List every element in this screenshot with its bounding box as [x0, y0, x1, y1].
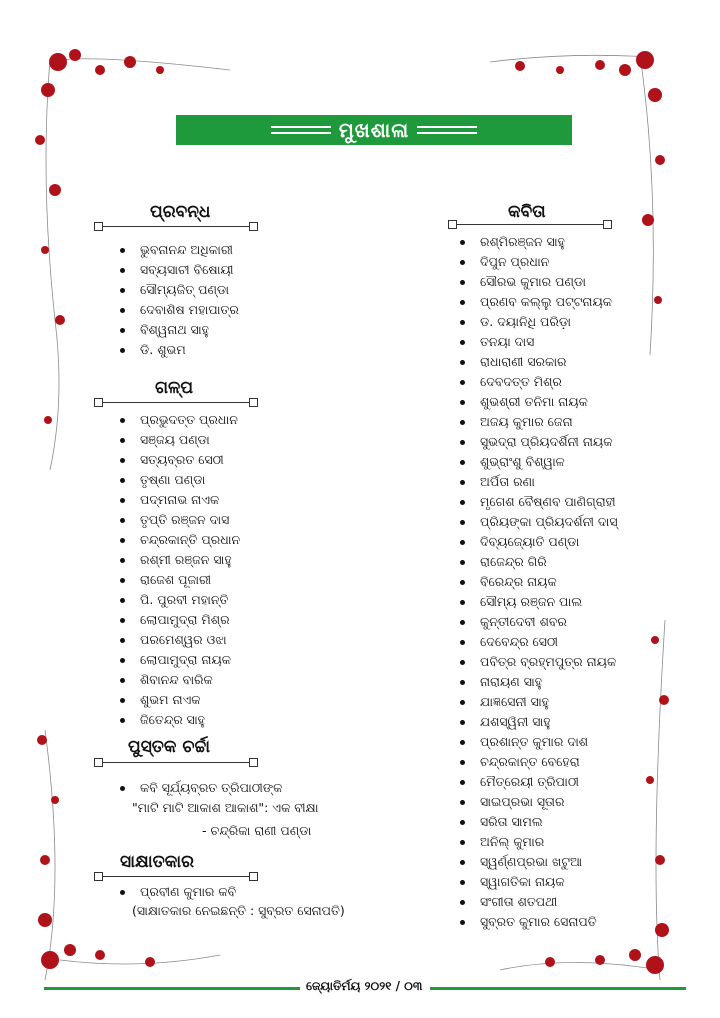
list-item: ସୌରଭ କୁମାର ପଣ୍ଡା — [458, 272, 618, 292]
section-heading-pustaka: ପୁସ୍ତକ ଚର୍ଚ୍ଚା — [128, 737, 211, 757]
list-item: ବିଶ୍ୱନାଥ ସାହୁ — [118, 320, 239, 340]
list-item: ସଂଗୀତା ଶତପଥୀ — [458, 892, 618, 912]
list-item: ରାଜେଶ ପୂଜାରୀ — [118, 570, 240, 590]
list-item: ଭୁବନାନନ୍ଦ ଅଧିକାରୀ — [118, 240, 239, 260]
section-heading-prabandha: ପ୍ରବନ୍ଧ — [150, 202, 211, 222]
footer-divider-left — [44, 987, 300, 990]
list-item: ଦିବ୍ୟଜ୍ୟୋତି ପଣ୍ଡା — [458, 532, 618, 552]
list-item: ପ୍ରଣବ କଲ୍ଲୁ ପଟ୍ଟନାୟକ — [458, 292, 618, 312]
list-item: ଲୋପାମୁଦ୍ରା ମିଶ୍ର — [118, 610, 240, 630]
list-item: ପ୍ରଶାନ୍ତ କୁମାର ଦାଶ — [458, 732, 618, 752]
book-review-title: "ମାଟି ମାଟି ଆକାଶ ଆକାଶ": ଏକ ବୀକ୍ଷା — [132, 800, 319, 815]
list-item: ଯାଜ୍ଞସେନୀ ସାହୁ — [458, 692, 618, 712]
list-item: ପଦ୍ମନାଭ ନାଏକ — [118, 490, 240, 510]
list-item: ଜିତେନ୍ଦ୍ର ସାହୁ — [118, 710, 240, 730]
list-item: ପବିତ୍ର ବ୍ରହ୍ମପୁତ୍ର ନାୟକ — [458, 652, 618, 672]
list-item: କବି ସୂର୍ଯ୍ୟବ୍ରତ ତ୍ରିପାଠୀଙ୍କ — [118, 778, 282, 798]
list-item: ପ୍ରବୀଣ କୁମାର କବି — [118, 882, 236, 902]
list-item: ରଶ୍ମିରଞ୍ଜନ ସାହୁ — [458, 232, 618, 252]
pustaka-list — [118, 778, 282, 798]
list-item: ତୃଷ୍ଣା ପଣ୍ଡା — [118, 470, 240, 490]
list-item: ଡି. ଶୁଭମ — [118, 340, 239, 360]
kabita-list — [458, 232, 618, 932]
list-item: ଦେବାଶିଷ ମହାପାତ୍ର — [118, 300, 239, 320]
list-item: ପି. ପୁରବୀ ମହାନ୍ତି — [118, 590, 240, 610]
page-title-banner — [176, 115, 572, 145]
list-item: ଦେବଦତ୍ତ ମିଶ୍ର — [458, 372, 618, 392]
list-item: ଦେବେନ୍ଦ୍ର ସେଠୀ — [458, 632, 618, 652]
list-item: ସବ୍ୟସାଚୀ ବିଷୋୟୀ — [118, 260, 239, 280]
section-heading-sakshatkara: ସାକ୍ଷାତକାର — [120, 852, 195, 872]
footer-divider-right — [430, 987, 686, 990]
list-item: ରଶ୍ମୀ ରଞ୍ଜନ ସାହୁ — [118, 550, 240, 570]
list-item: ଯଶସ୍ୱିନୀ ସାହୁ — [458, 712, 618, 732]
list-item: ଅର୍ପିତା ରଣା — [458, 472, 618, 492]
section-divider — [102, 762, 250, 763]
list-item: ସ୍ୱର୍ଣ୍ଣପ୍ରଭା ଖଟୁଆ — [458, 852, 618, 872]
list-item: ରାଜେନ୍ଦ୍ର ଗିରି — [458, 552, 618, 572]
list-item: ପ୍ରିୟଙ୍କା ପ୍ରିୟଦର୍ଶନୀ ଦାସ୍ — [458, 512, 618, 532]
list-item: ସୁଭଦ୍ରା ପ୍ରିୟଦର୍ଶିନୀ ନାୟକ — [458, 432, 618, 452]
footer-issue: ଜ୍ୟୋତିର୍ମୟ ୨୦୨୧ / ୦୩ — [300, 979, 428, 994]
list-item: ଡ. ଦୟାନିଧି ପରିଡ଼ା — [458, 312, 618, 332]
list-item: ଅଜୟ କୁମାର ଜେନା — [458, 412, 618, 432]
list-item: ଦିପୁନ ପ୍ରଧାନ — [458, 252, 618, 272]
list-item: ତୃପ୍ତି ରଞ୍ଜନ ଦାସ — [118, 510, 240, 530]
section-divider — [456, 224, 604, 225]
list-item: ଲୋପାମୁଦ୍ରା ନାୟକ — [118, 650, 240, 670]
list-item: ରାଧାରାଣୀ ସରକାର — [458, 352, 618, 372]
list-item: ଶୁଭଶ୍ରୀ ତନିମା ନାୟକ — [458, 392, 618, 412]
list-item: ସଞ୍ଜୟ ପଣ୍ଡା — [118, 430, 240, 450]
list-item: ସୁବ୍ରତ କୁମାର ସେନାପତି — [458, 912, 618, 932]
page-title: ମୁଖଶାଳା — [338, 118, 410, 142]
section-divider — [102, 226, 250, 227]
list-item: ତନୟା ଦାସ — [458, 332, 618, 352]
prabandha-list — [118, 240, 239, 360]
section-divider — [102, 876, 250, 877]
list-item: ପରମେଶ୍ୱର ଓଝା — [118, 630, 240, 650]
list-item: ବିରେନ୍ଦ୍ର ନାୟକ — [458, 572, 618, 592]
interview-credit: (ସାକ୍ଷାତକାର ନେଇଛନ୍ତି : ସୁବ୍ରତ ସେନାପତି) — [132, 903, 345, 918]
section-heading-galpa: ଗଳ୍ପ — [155, 378, 194, 398]
list-item: ଚନ୍ଦ୍ରକାନ୍ତି ପ୍ରଧାନ — [118, 530, 240, 550]
list-item: ଶୁଭମ ନାଏକ — [118, 690, 240, 710]
list-item: ଅନିଲ୍ କୁମାର — [458, 832, 618, 852]
sakshatkara-list — [118, 882, 236, 902]
list-item: ସ୍ୱାଗତିକା ନାୟକ — [458, 872, 618, 892]
list-item: ମୃଗେଶ ବୈଷ୍ଣବ ପାଣିଗ୍ରାହୀ — [458, 492, 618, 512]
list-item: ଚନ୍ଦ୍ରକାନ୍ତ ବେହେରା — [458, 752, 618, 772]
list-item: ସୌମ୍ୟ ରଞ୍ଜନ ପାଲ — [458, 592, 618, 612]
list-item: ଶୁଭ୍ରାଂଶୁ ବିଶ୍ୱାଳ — [458, 452, 618, 472]
list-item: ସୌମ୍ୟଜିତ୍ ପଣ୍ଡା — [118, 280, 239, 300]
section-heading-kabita: କବିତା — [508, 202, 546, 222]
book-review-author: - ଚନ୍ଦ୍ରିକା ରାଣୀ ପଣ୍ଡା — [202, 823, 312, 838]
list-item: ମୈତ୍ରେୟୀ ତ୍ରିପାଠୀ — [458, 772, 618, 792]
list-item: ସତ୍ୟବ୍ରତ ସେଠୀ — [118, 450, 240, 470]
list-item: ପ୍ରଭୁଦତ୍ତ ପ୍ରଧାନ — [118, 410, 240, 430]
list-item: କୁନ୍ତୀଦେବୀ ଶବର — [458, 612, 618, 632]
galpa-list — [118, 410, 240, 730]
list-item: ଶିବାନନ୍ଦ ବାରିକ — [118, 670, 240, 690]
list-item: ସରିତା ସାମଲ — [458, 812, 618, 832]
section-divider — [102, 402, 250, 403]
list-item: ନାରାୟଣ ସାହୁ — [458, 672, 618, 692]
list-item: ସାଇପ୍ରଭା ସୂତାର — [458, 792, 618, 812]
